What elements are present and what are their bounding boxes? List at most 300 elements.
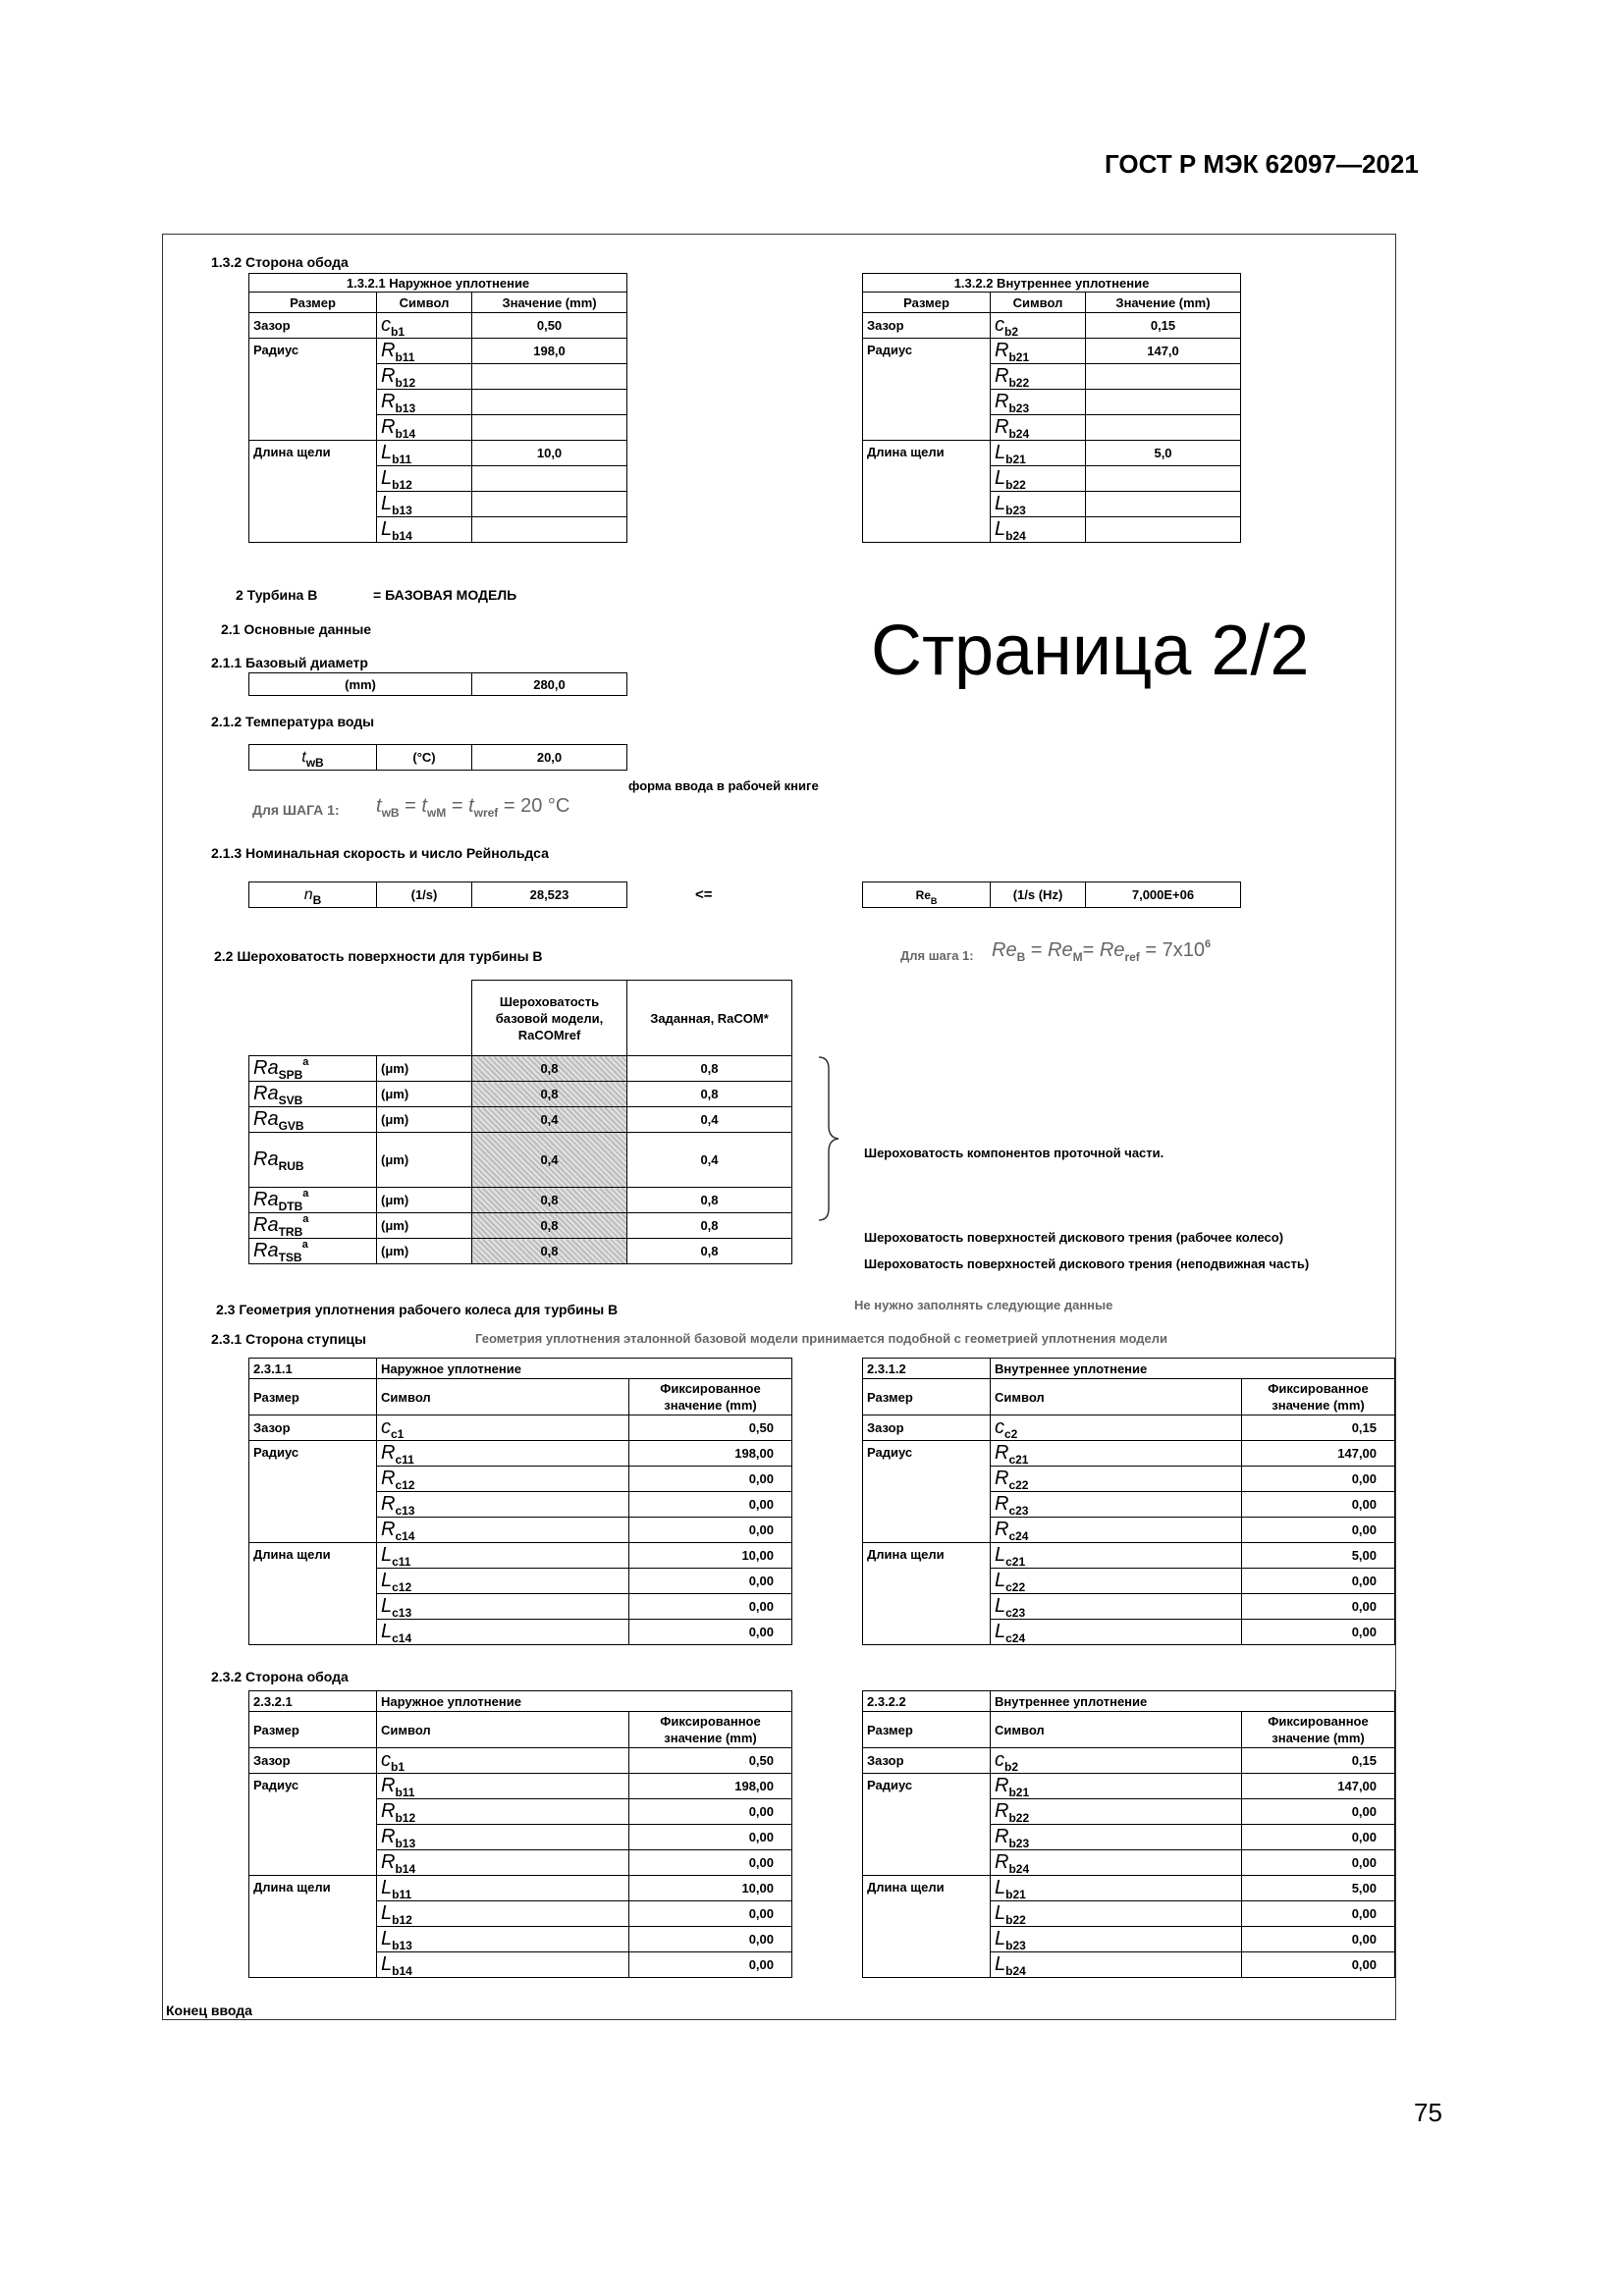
seal-value: 198,0 xyxy=(472,339,627,364)
ra-symbol: Ra xyxy=(253,1083,279,1104)
seal-table-rim-inner xyxy=(862,273,1241,543)
roughness-table xyxy=(248,980,792,1264)
seal-header: Символ xyxy=(377,293,472,313)
seal-value: 198,00 xyxy=(629,1774,792,1799)
seal-header: Размер xyxy=(249,1379,377,1415)
ra-superscript: a xyxy=(302,1213,309,1225)
seal-symbol: R xyxy=(995,1468,1009,1489)
seal-value: 0,50 xyxy=(629,1748,792,1774)
seal-symbol: R xyxy=(381,1775,396,1796)
gap-label: Зазор xyxy=(249,1415,377,1441)
gap-label: Зазор xyxy=(863,1415,991,1441)
seal-header: Фиксированное значение (mm) xyxy=(1242,1379,1395,1415)
seal-value xyxy=(1086,517,1241,543)
ra-subscript: TRB xyxy=(278,1225,303,1239)
seal-subscript: b11 xyxy=(392,1888,412,1901)
gap-label: Зазор xyxy=(863,313,991,339)
seal-table-hub-outer xyxy=(248,1358,792,1645)
seal-value: 0,00 xyxy=(629,1518,792,1543)
n-unit: (1/s) xyxy=(377,882,472,908)
length-label: Длина щели xyxy=(249,441,377,543)
seal-symbol: R xyxy=(381,1493,396,1515)
seal-subscript: b12 xyxy=(392,478,412,492)
temperature-title: 2.1.2 Температура воды xyxy=(211,714,375,729)
seal-symbol: L xyxy=(995,1621,1006,1642)
radius-label: Радиус xyxy=(249,1441,377,1543)
seal-subscript: b21 xyxy=(1008,350,1030,364)
radius-label: Радиус xyxy=(249,1774,377,1876)
seal-caption: Наружное уплотнение xyxy=(377,1359,792,1379)
seal-value: 147,00 xyxy=(1242,1441,1395,1467)
seal-subscript: b12 xyxy=(395,1811,416,1825)
seal-symbol: R xyxy=(381,416,396,438)
seal-value: 0,00 xyxy=(1242,1850,1395,1876)
seal-subscript: b23 xyxy=(1005,1939,1026,1952)
seal-symbol: c xyxy=(995,1416,1004,1438)
seal-subscript: c24 xyxy=(1008,1529,1029,1543)
seal-symbol: L xyxy=(381,1595,393,1617)
seal-value: 0,00 xyxy=(1242,1927,1395,1952)
seal-symbol: R xyxy=(995,1775,1009,1796)
seal-value xyxy=(472,466,627,492)
ra-ref-value: 0,8 xyxy=(472,1056,627,1082)
seal-symbol: L xyxy=(381,467,393,489)
ra-ref-value: 0,8 xyxy=(472,1213,627,1239)
length-label: Длина щели xyxy=(249,1543,377,1645)
seal-symbol: R xyxy=(381,391,396,412)
seal-symbol: c xyxy=(381,1416,391,1438)
seal-symbol: L xyxy=(995,1953,1006,1975)
seal-table-hub-inner xyxy=(862,1358,1395,1645)
note-geometry: Геометрия уплотнения эталонной базовой модели принимается подобной с геометрией уплотнения модели xyxy=(475,1331,1167,1346)
seal-value: 0,00 xyxy=(1242,1825,1395,1850)
seal-value: 0,00 xyxy=(629,1927,792,1952)
seal-value: 0,00 xyxy=(1242,1799,1395,1825)
re-subscript: B xyxy=(930,896,938,906)
seal-header: Символ xyxy=(377,1379,629,1415)
ra-ref-value: 0,8 xyxy=(472,1188,627,1213)
seal-header: Фиксированное значение (mm) xyxy=(629,1712,792,1748)
seal-number: 2.3.1.1 xyxy=(249,1359,377,1379)
seal-header: Символ xyxy=(991,1712,1242,1748)
seal-subscript: b2 xyxy=(1004,1760,1019,1774)
seal-value: 5,0 xyxy=(1086,441,1241,466)
n-value: 28,523 xyxy=(472,882,627,908)
turbine-title: 2 Турбина В xyxy=(236,587,318,603)
seal-value: 10,00 xyxy=(629,1543,792,1569)
seal-value: 0,00 xyxy=(1242,1620,1395,1645)
seal-value: 198,00 xyxy=(629,1441,792,1467)
ra-symbol: Ra xyxy=(253,1148,279,1170)
seal-symbol: R xyxy=(995,1826,1009,1847)
seal-header: Фиксированное значение (mm) xyxy=(629,1379,792,1415)
ra-symbol: Ra xyxy=(253,1189,279,1210)
seal-subscript: c11 xyxy=(395,1453,414,1467)
radius-label: Радиус xyxy=(249,339,377,441)
seal-value xyxy=(472,415,627,441)
seal-value xyxy=(472,364,627,390)
seal-symbol: R xyxy=(995,1493,1009,1515)
seal-header: Размер xyxy=(249,1712,377,1748)
seal-value: 0,50 xyxy=(629,1415,792,1441)
seal-symbol: L xyxy=(381,1544,393,1566)
ra-subscript: SVB xyxy=(278,1094,303,1107)
seal-subscript: b11 xyxy=(395,350,415,364)
seal-header: Символ xyxy=(991,1379,1242,1415)
ra-value: 0,8 xyxy=(627,1056,792,1082)
seal-value: 0,00 xyxy=(629,1901,792,1927)
seal-value: 0,00 xyxy=(629,1620,792,1645)
seal-subscript: c14 xyxy=(392,1631,412,1645)
roughness-row xyxy=(249,1082,792,1107)
seal-value xyxy=(1086,466,1241,492)
radius-label: Радиус xyxy=(863,1774,991,1876)
seal-subscript: c23 xyxy=(1008,1504,1029,1518)
seal-value: 0,15 xyxy=(1242,1415,1395,1441)
seal-table-rim-outer xyxy=(248,273,627,543)
seal-header: Фиксированное значение (mm) xyxy=(1242,1712,1395,1748)
seal-symbol: R xyxy=(381,365,396,387)
seal-subscript: b14 xyxy=(392,1964,412,1978)
ra-subscript: GVB xyxy=(278,1119,304,1133)
note-rotor: Шероховатость поверхностей дискового трения (рабочее колесо) xyxy=(864,1230,1284,1245)
seal-symbol: L xyxy=(381,1928,393,1949)
seal-caption: Внутреннее уплотнение xyxy=(991,1691,1395,1712)
seal-symbol: R xyxy=(381,1851,396,1873)
basic-data-title: 2.1 Основные данные xyxy=(221,621,372,637)
seal-subscript: b23 xyxy=(1008,401,1030,415)
seal-subscript: c22 xyxy=(1005,1580,1026,1594)
seal-subscript: b13 xyxy=(395,401,416,415)
step1-formula: $t_{wB} = t_{wM} = t_{wref} = 20$ °C xyxy=(376,795,570,820)
seal-subscript: b21 xyxy=(1008,1786,1030,1799)
seal-subscript: b23 xyxy=(1005,504,1026,517)
seal-symbol: L xyxy=(995,442,1006,463)
step-label: Для шага 1: xyxy=(900,948,974,963)
seal-symbol: L xyxy=(995,518,1006,540)
temp-symbol: t xyxy=(301,748,306,766)
seal-subscript: c11 xyxy=(392,1555,411,1569)
ra-symbol: Ra xyxy=(253,1057,279,1079)
seal-value: 0,00 xyxy=(629,1850,792,1876)
seal-symbol: L xyxy=(381,1953,393,1975)
seal-symbol: L xyxy=(381,1902,393,1924)
ra-unit: (μm) xyxy=(377,1082,472,1107)
seal-value: 0,00 xyxy=(629,1825,792,1850)
seal-symbol: R xyxy=(381,1519,396,1540)
seal-value xyxy=(472,390,627,415)
temp-subscript: wB xyxy=(305,755,324,770)
ra-subscript: RUB xyxy=(278,1159,304,1173)
seal-subscript: b12 xyxy=(395,376,416,390)
seal-subscript: c13 xyxy=(395,1504,415,1518)
seal-symbol: R xyxy=(381,340,396,361)
ra-value: 0,8 xyxy=(627,1188,792,1213)
seal-symbol: L xyxy=(995,1877,1006,1898)
seal-subscript: b24 xyxy=(1008,1862,1030,1876)
seal-value xyxy=(1086,364,1241,390)
rim-title: 2.3.2 Сторона обода xyxy=(211,1669,349,1684)
seal-value: 0,00 xyxy=(629,1492,792,1518)
roughness-title: 2.2 Шероховатость поверхности для турбины В xyxy=(214,948,543,964)
seal-symbol: R xyxy=(995,365,1009,387)
diameter-unit: (mm) xyxy=(249,673,472,696)
form-note: форма ввода в рабочей книге xyxy=(628,778,819,793)
seal-subscript: b14 xyxy=(395,427,416,441)
seal-value: 5,00 xyxy=(1242,1876,1395,1901)
seal-symbol: L xyxy=(995,1928,1006,1949)
seal-subscript: b21 xyxy=(1005,453,1026,466)
ra-subscript: DTB xyxy=(278,1200,303,1213)
ra-value: 0,8 xyxy=(627,1082,792,1107)
n-subscript: B xyxy=(312,892,322,907)
seal-value: 0,00 xyxy=(629,1952,792,1978)
seal-symbol: c xyxy=(381,1749,391,1771)
seal-subscript: c12 xyxy=(392,1580,412,1594)
length-label: Длина щели xyxy=(863,1543,991,1645)
seal-header: Размер xyxy=(863,1712,991,1748)
seal-value: 5,00 xyxy=(1242,1543,1395,1569)
seal-value: 0,00 xyxy=(1242,1901,1395,1927)
seal-subscript: b1 xyxy=(391,325,406,339)
seal-value: 0,15 xyxy=(1086,313,1241,339)
re-unit: (1/s (Hz) xyxy=(991,882,1086,908)
seal-symbol: L xyxy=(381,1877,393,1898)
seal-symbol: R xyxy=(381,1826,396,1847)
seal-caption: 1.3.2.1 Наружное уплотнение xyxy=(249,274,627,293)
seal-value: 0,00 xyxy=(629,1799,792,1825)
arrow-label: <= xyxy=(695,886,713,903)
seal-subscript: b22 xyxy=(1008,376,1030,390)
length-label: Длина щели xyxy=(863,441,991,543)
speed-table xyxy=(248,881,627,908)
seal-header: Размер xyxy=(249,293,377,313)
seal-subscript: c12 xyxy=(395,1478,415,1492)
ra-superscript: a xyxy=(302,1056,309,1068)
seal-symbol: R xyxy=(995,340,1009,361)
page-number: 75 xyxy=(1414,2098,1442,2127)
speed-title: 2.1.3 Номинальная скорость и число Рейнольдса xyxy=(211,845,549,861)
seal-symbol: L xyxy=(381,442,393,463)
seal-header: Символ xyxy=(991,293,1086,313)
gap-label: Зазор xyxy=(249,313,377,339)
seal-subscript: b24 xyxy=(1008,427,1030,441)
seal-subscript: b13 xyxy=(392,504,412,517)
seal-symbol: L xyxy=(381,518,393,540)
seal-header: Размер xyxy=(863,293,991,313)
seal-subscript: c21 xyxy=(1008,1453,1029,1467)
seal-header: Размер xyxy=(863,1379,991,1415)
seal-value: 0,00 xyxy=(1242,1952,1395,1978)
seal-subscript: b14 xyxy=(395,1862,416,1876)
reynolds-table xyxy=(862,881,1241,908)
seal-value xyxy=(472,492,627,517)
seal-value: 147,0 xyxy=(1086,339,1241,364)
seal-value: 0,00 xyxy=(1242,1594,1395,1620)
seal-subscript: b21 xyxy=(1005,1888,1026,1901)
ra-symbol: Ra xyxy=(253,1214,279,1236)
seal-value: 0,00 xyxy=(629,1569,792,1594)
step1-label: Для ШАГА 1: xyxy=(252,802,340,818)
ra-unit: (μm) xyxy=(377,1056,472,1082)
seal-symbol: L xyxy=(381,1621,393,1642)
seal-value xyxy=(472,517,627,543)
seal-symbol: c xyxy=(995,314,1004,336)
seal-symbol: R xyxy=(995,1851,1009,1873)
ra-unit: (μm) xyxy=(377,1188,472,1213)
seal-number: 2.3.1.2 xyxy=(863,1359,991,1379)
note-fill: Не нужно заполнять следующие данные xyxy=(854,1298,1113,1312)
end-label: Конец ввода xyxy=(166,2002,252,2018)
seal-symbol: R xyxy=(995,416,1009,438)
seal-header: Значение (mm) xyxy=(472,293,627,313)
seal-value xyxy=(1086,390,1241,415)
roughness-col1: Шероховатость базовой модели, RaCOMref xyxy=(472,981,627,1056)
ra-unit: (μm) xyxy=(377,1239,472,1264)
seal-subscript: b2 xyxy=(1004,325,1019,339)
seal-value: 0,00 xyxy=(629,1594,792,1620)
ra-value: 0,8 xyxy=(627,1213,792,1239)
ra-ref-value: 0,4 xyxy=(472,1133,627,1188)
seal-symbol: c xyxy=(381,314,391,336)
re-symbol: Re xyxy=(915,888,931,902)
brace-icon xyxy=(815,1055,844,1222)
ra-superscript: a xyxy=(302,1188,309,1200)
diameter-value: 280,0 xyxy=(472,673,627,696)
seal-symbol: L xyxy=(995,1544,1006,1566)
section-title: 1.3.2 Сторона обода xyxy=(211,254,349,270)
seal-symbol: R xyxy=(381,1800,396,1822)
temp-value: 20,0 xyxy=(472,745,627,771)
seal-value: 0,00 xyxy=(629,1467,792,1492)
page-label: Страница 2/2 xyxy=(871,612,1310,690)
seal-table-rim-inner-fixed xyxy=(862,1690,1395,1978)
seal-subscript: b24 xyxy=(1005,1964,1026,1978)
seal-header: Значение (mm) xyxy=(1086,293,1241,313)
seal-value xyxy=(1086,415,1241,441)
seal-subscript: b14 xyxy=(392,529,412,543)
ra-value: 0,8 xyxy=(627,1239,792,1264)
seal-symbol: L xyxy=(995,1595,1006,1617)
seal-caption: Внутреннее уплотнение xyxy=(991,1359,1395,1379)
radius-label: Радиус xyxy=(863,1441,991,1543)
seal-subscript: b13 xyxy=(395,1837,416,1850)
seal-subscript: c14 xyxy=(395,1529,415,1543)
seal-symbol: R xyxy=(995,1800,1009,1822)
ra-superscript: a xyxy=(301,1239,308,1251)
radius-label: Радиус xyxy=(863,339,991,441)
seal-symbol: R xyxy=(995,391,1009,412)
seal-symbol: R xyxy=(381,1442,396,1464)
seal-subscript: c13 xyxy=(392,1606,412,1620)
length-label: Длина щели xyxy=(249,1876,377,1978)
roughness-row xyxy=(249,1056,792,1082)
gap-label: Зазор xyxy=(863,1748,991,1774)
roughness-row xyxy=(249,1239,792,1264)
ra-ref-value: 0,8 xyxy=(472,1239,627,1264)
seal-subscript: b22 xyxy=(1005,478,1026,492)
roughness-row xyxy=(249,1188,792,1213)
seal-value: 10,00 xyxy=(629,1876,792,1901)
seal-subscript: b22 xyxy=(1005,1913,1026,1927)
seal-caption: Наружное уплотнение xyxy=(377,1691,792,1712)
seal-value: 10,0 xyxy=(472,441,627,466)
hub-title: 2.3.1 Сторона ступицы xyxy=(211,1331,366,1347)
seal-subscript: c2 xyxy=(1004,1427,1018,1441)
step-formula: $Re_B = Re_M= Re_{ref} = 7x10^6$ xyxy=(992,938,1212,964)
n-symbol: n xyxy=(303,885,313,903)
ra-unit: (μm) xyxy=(377,1107,472,1133)
turbine-model: = БАЗОВАЯ МОДЕЛЬ xyxy=(373,587,517,603)
roughness-row xyxy=(249,1107,792,1133)
seal-value: 147,00 xyxy=(1242,1774,1395,1799)
seal-subscript: b13 xyxy=(392,1939,412,1952)
seal-value: 0,00 xyxy=(1242,1467,1395,1492)
diameter-table xyxy=(248,672,627,696)
seal-symbol: c xyxy=(995,1749,1004,1771)
seal-subscript: c22 xyxy=(1008,1478,1029,1492)
roughness-row xyxy=(249,1213,792,1239)
ra-ref-value: 0,8 xyxy=(472,1082,627,1107)
seal-caption: 1.3.2.2 Внутреннее уплотнение xyxy=(863,274,1241,293)
diameter-title: 2.1.1 Базовый диаметр xyxy=(211,655,368,670)
seal-number: 2.3.2.1 xyxy=(249,1691,377,1712)
seal-symbol: R xyxy=(995,1519,1009,1540)
seal-subscript: c1 xyxy=(391,1427,405,1441)
roughness-col2: Заданная, RaCOM* xyxy=(627,981,792,1056)
seal-header: Символ xyxy=(377,1712,629,1748)
seal-value: 0,15 xyxy=(1242,1748,1395,1774)
seal-symbol: L xyxy=(995,1902,1006,1924)
seal-subscript: c21 xyxy=(1005,1555,1026,1569)
seal-symbol: L xyxy=(995,493,1006,514)
temperature-table xyxy=(248,744,627,771)
ra-value: 0,4 xyxy=(627,1107,792,1133)
seal-subscript: b1 xyxy=(391,1760,406,1774)
seal-subscript: c23 xyxy=(1005,1606,1026,1620)
temp-unit: (°C) xyxy=(377,745,472,771)
ra-subscript: TSB xyxy=(278,1251,302,1264)
re-value: 7,000E+06 xyxy=(1086,882,1241,908)
seal-symbol: R xyxy=(995,1442,1009,1464)
roughness-row xyxy=(249,1133,792,1188)
seal-subscript: c24 xyxy=(1005,1631,1026,1645)
seal-symbol: L xyxy=(381,1570,393,1591)
standard-header: ГОСТ Р МЭК 62097—2021 xyxy=(1105,149,1419,179)
length-label: Длина щели xyxy=(863,1876,991,1978)
seal-subscript: b22 xyxy=(1008,1811,1030,1825)
seal-subscript: b11 xyxy=(395,1786,415,1799)
ra-unit: (μm) xyxy=(377,1213,472,1239)
ra-ref-value: 0,4 xyxy=(472,1107,627,1133)
seal-symbol: L xyxy=(381,493,393,514)
seal-value: 0,00 xyxy=(1242,1492,1395,1518)
seal-value: 0,00 xyxy=(1242,1569,1395,1594)
ra-unit: (μm) xyxy=(377,1133,472,1188)
note-flow: Шероховатость компонентов проточной части. xyxy=(864,1146,1164,1160)
ra-subscript: SPB xyxy=(278,1068,303,1082)
ra-symbol: Ra xyxy=(253,1108,279,1130)
ra-value: 0,4 xyxy=(627,1133,792,1188)
seal-table-rim-outer-fixed xyxy=(248,1690,792,1978)
seal-subscript: b23 xyxy=(1008,1837,1030,1850)
seal-subscript: b11 xyxy=(392,453,412,466)
seal-value: 0,50 xyxy=(472,313,627,339)
seal-value: 0,00 xyxy=(1242,1518,1395,1543)
seal-geom-title: 2.3 Геометрия уплотнения рабочего колеса для турбины В xyxy=(216,1302,619,1317)
seal-subscript: b12 xyxy=(392,1913,412,1927)
seal-symbol: R xyxy=(381,1468,396,1489)
